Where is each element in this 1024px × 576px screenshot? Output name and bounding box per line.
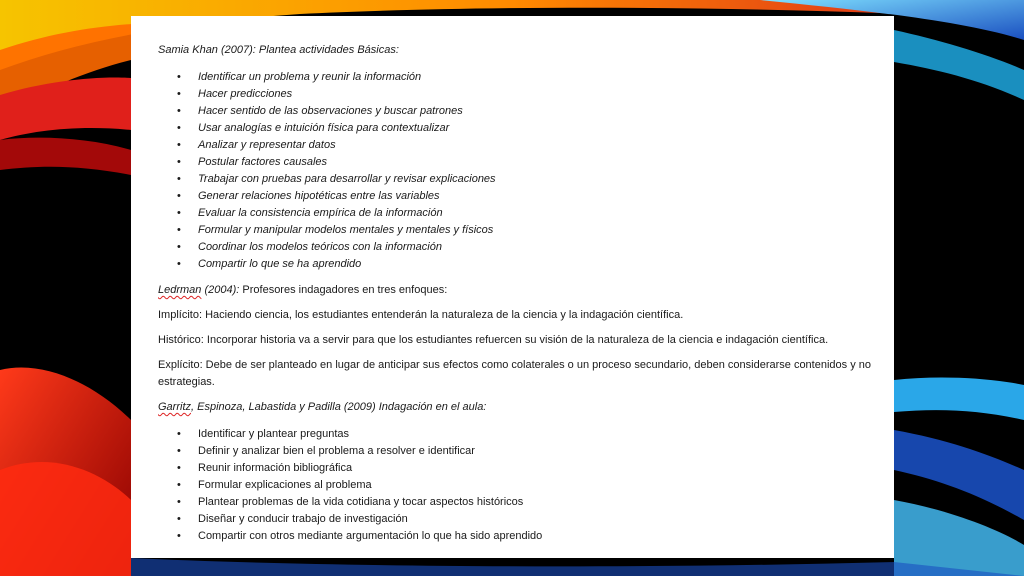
list-item: • Formular y manipular modelos mentales y mentales y físicos bbox=[158, 222, 894, 239]
list-item: • Hacer sentido de las observaciones y buscar patrones bbox=[158, 103, 894, 120]
section-heading-ledrman bbox=[158, 282, 894, 299]
document-page bbox=[131, 16, 894, 558]
author-name: Garritz bbox=[158, 401, 191, 413]
paragraph-implicito: Implícito: Haciendo ciencia, los estudiantes entenderán la naturaleza de la ciencia y la indagación científica. bbox=[158, 309, 684, 321]
list-item: • Diseñar y conducir trabajo de investigación bbox=[158, 511, 894, 528]
section-heading-garritz bbox=[158, 399, 894, 416]
citation-year: (2004): bbox=[201, 284, 240, 296]
paragraph-explicito: Explícito: Debe de ser planteado en lugar de anticipar sus efectos como colaterales o un proceso secundario, deben considerarse contenidos y no estrategias. bbox=[158, 359, 871, 388]
list-item: • Generar relaciones hipotéticas entre las variables bbox=[158, 188, 894, 205]
paragraph-historico: Histórico: Incorporar historia va a servir para que los estudiantes refuercen su visión de la naturaleza de la ciencia e indagación científica. bbox=[158, 334, 829, 346]
khan-activities-list bbox=[158, 69, 894, 273]
garritz-inquiry-list bbox=[158, 426, 894, 545]
list-item: • Formular explicaciones al problema bbox=[158, 477, 894, 494]
section-heading-khan: Samia Khan (2007): Plantea actividades Básicas: bbox=[158, 44, 399, 56]
list-item: • Coordinar los modelos teóricos con la información bbox=[158, 239, 894, 256]
list-item: • Hacer predicciones bbox=[158, 86, 894, 103]
list-item: • Plantear problemas de la vida cotidiana y tocar aspectos históricos bbox=[158, 494, 894, 511]
list-item: • Definir y analizar bien el problema a resolver e identificar bbox=[158, 443, 894, 460]
list-item: • Compartir lo que se ha aprendido bbox=[158, 256, 894, 273]
heading-text: Profesores indagadores en tres enfoques: bbox=[239, 284, 448, 296]
list-item: • Usar analogías e intuición física para contextualizar bbox=[158, 120, 894, 137]
list-item: • Identificar y plantear preguntas bbox=[158, 426, 894, 443]
list-item: • Compartir con otros mediante argumentación lo que ha sido aprendido bbox=[158, 528, 894, 545]
list-item: • Identificar un problema y reunir la información bbox=[158, 69, 894, 86]
list-item: • Postular factores causales bbox=[158, 154, 894, 171]
list-item: • Analizar y representar datos bbox=[158, 137, 894, 154]
list-item: • Trabajar con pruebas para desarrollar y revisar explicaciones bbox=[158, 171, 894, 188]
heading-text: , Espinoza, Labastida y Padilla (2009) Indagación en el aula: bbox=[191, 401, 487, 413]
list-item: • Reunir información bibliográfica bbox=[158, 460, 894, 477]
author-name: Ledrman bbox=[158, 284, 202, 296]
list-item: • Evaluar la consistencia empírica de la información bbox=[158, 205, 894, 222]
